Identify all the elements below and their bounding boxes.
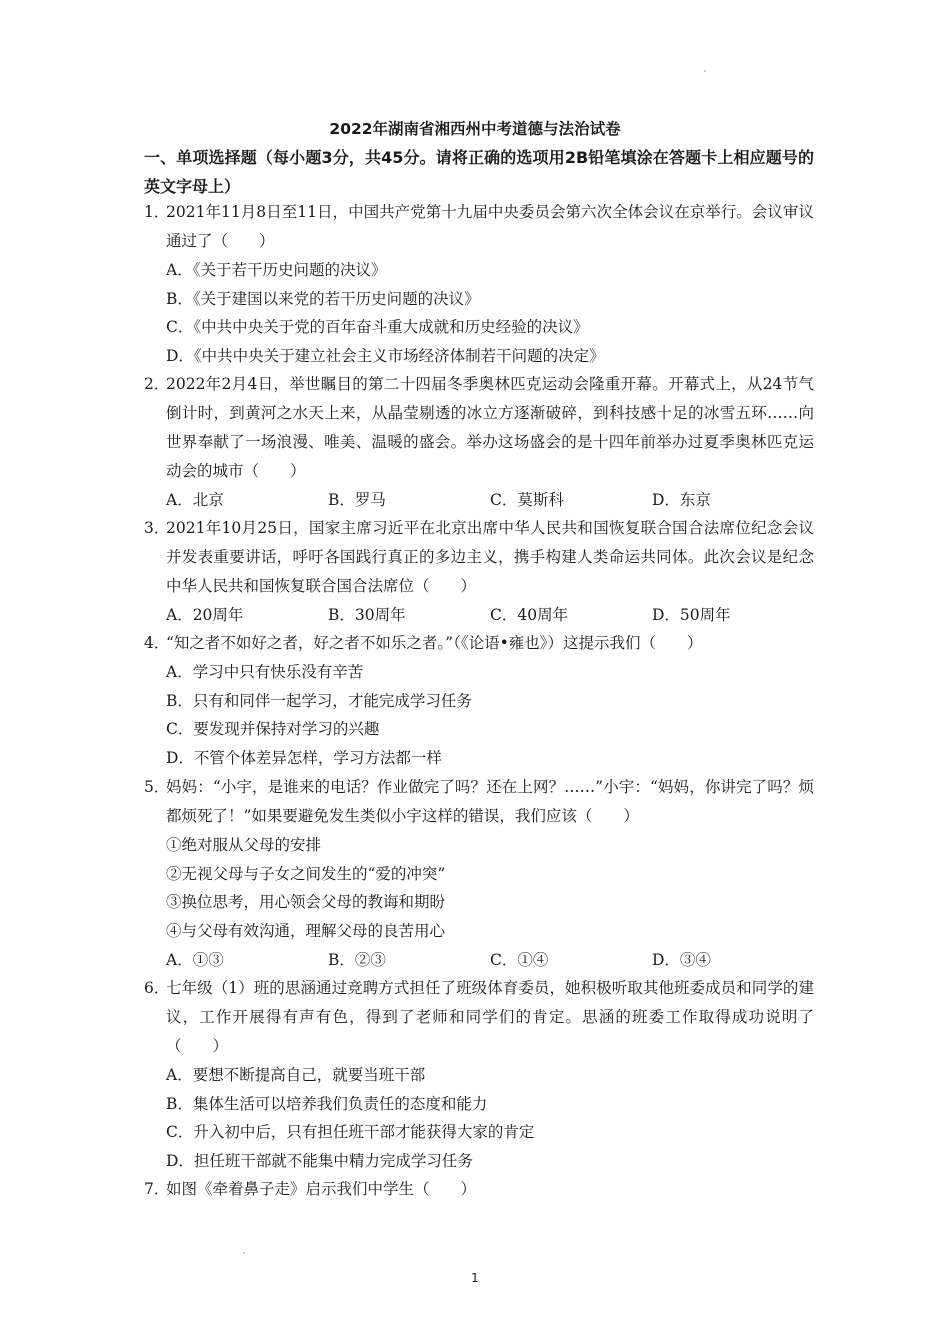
option-b: B．30周年: [328, 606, 406, 624]
option-a: A．《关于若干历史问题的决议》: [166, 261, 387, 279]
section-heading: 一、单项选择题（每小题3分，共45分。请将正确的选项用2B铅笔填涂在答题卡上相应题号的英文字母上）: [144, 148, 814, 196]
question-number: 5．: [144, 778, 170, 796]
question-number: 6．: [144, 979, 170, 997]
option-c: C．升入初中后，只有担任班干部才能获得大家的肯定: [166, 1123, 535, 1142]
statement-2: ②无视父母与子女之间发生的“爱的冲突”: [166, 864, 446, 883]
scan-speck: [243, 1252, 245, 1254]
option-b: B．《关于建国以来党的若干历史问题的决议》: [166, 289, 480, 308]
question-stem: 七年级（1）班的思涵通过竞聘方式担任了班级体育委员，她积极听取其他班委成员和同学的建议，工作开展得有声有色，得到了老师和同学们的肯定。思涵的班委工作取得成功说明了（ ）: [166, 979, 814, 1055]
option-b: B．②③: [328, 950, 386, 969]
options-row: [144, 601, 814, 630]
options-row: [144, 946, 814, 975]
question-number: 2．: [144, 375, 170, 393]
statement-3: ③换位思考，用心领会父母的教诲和期盼: [166, 893, 446, 912]
question-number: 4．: [144, 634, 170, 652]
page-number: 1: [471, 1271, 479, 1285]
question-stem: “知之者不如好之者，好之者不如乐之者。”（《论语•雍也》）这提示我们（ ）: [166, 634, 703, 652]
statement-4: ④与父母有效沟通，理解父母的良苦用心: [166, 922, 446, 941]
option-a: A．20周年: [166, 606, 244, 624]
question-number: 3．: [144, 519, 170, 537]
option-d: D．50周年: [652, 606, 731, 624]
question-7: [144, 1175, 814, 1204]
option-a: A．学习中只有快乐没有辛苦: [166, 663, 364, 681]
option-c: C．①④: [490, 950, 549, 969]
statement-1: ①绝对服从父母的安排: [166, 836, 322, 854]
exam-title: 2022年湖南省湘西州中考道德与法治试卷: [329, 120, 621, 138]
option-a: A．①③: [166, 950, 224, 969]
question-4: [144, 629, 814, 773]
option-b: B．集体生活可以培养我们负责任的态度和能力: [166, 1094, 488, 1113]
scan-speck: [704, 70, 706, 72]
option-b: B．只有和同伴一起学习，才能完成学习任务: [166, 691, 472, 710]
option-d: D．不管个体差异怎样，学习方法都一样: [166, 749, 442, 768]
question-stem: 2021年10月25日，国家主席习近平在北京出席中华人民共和国恢复联合国合法席位纪念会议并发表重要讲话，呼吁各国践行真正的多边主义，携手构建人类命运共同体。此次会议是纪念中华人民共和国恢复联合国合法席位（ ）: [166, 519, 814, 595]
option-b: B．罗马: [328, 491, 386, 509]
option-c: C．《中共中央关于党的百年奋斗重大成就和历史经验的决议》: [166, 318, 589, 337]
options-row: [144, 486, 814, 515]
option-c: C．40周年: [490, 606, 569, 624]
option-d: D．东京: [652, 491, 711, 509]
question-number: 7．: [144, 1180, 170, 1198]
question-1: [144, 198, 814, 371]
option-d: D．担任班干部就不能集中精力完成学习任务: [166, 1152, 473, 1171]
question-stem: 妈妈：“小宇，是谁来的电话？作业做完了吗？还在上网？……”小宇：“妈妈，你讲完了吗？烦都烦死了！”如果要避免发生类似小宇这样的错误，我们应该（ ）: [166, 778, 814, 825]
question-stem: 如图《牵着鼻子走》启示我们中学生（ ）: [166, 1180, 477, 1198]
option-c: C．莫斯科: [490, 491, 564, 509]
option-d: D．③④: [652, 950, 711, 969]
question-stem: 2021年11月8日至11日，中国共产党第十九届中央委员会第六次全体会议在京举行。会议审议通过了（ ）: [166, 203, 814, 250]
question-6: [144, 974, 814, 1176]
option-a: A．北京: [166, 491, 224, 509]
option-d: D．《中共中央关于建立社会主义市场经济体制若干问题的决定》: [166, 347, 605, 366]
question-5: [144, 773, 814, 975]
question-2: [144, 370, 814, 515]
question-number: 1．: [144, 203, 170, 221]
question-stem: 2022年2月4日，举世瞩目的第二十四届冬季奥林匹克运动会隆重开幕。开幕式上，从24节气倒计时，到黄河之水天上来，从晶莹剔透的冰立方逐渐破碎，到科技感十足的冰雪五环……向世界奉献了一场浪漫、唯美、温暖的盛会。举办这场盛会的是十四年前举办过夏季奥林匹克运动会的城市（ ）: [166, 375, 814, 480]
option-a: A．要想不断提高自己，就要当班干部: [166, 1066, 426, 1084]
option-c: C．要发现并保持对学习的兴趣: [166, 720, 380, 739]
question-3: [144, 514, 814, 630]
